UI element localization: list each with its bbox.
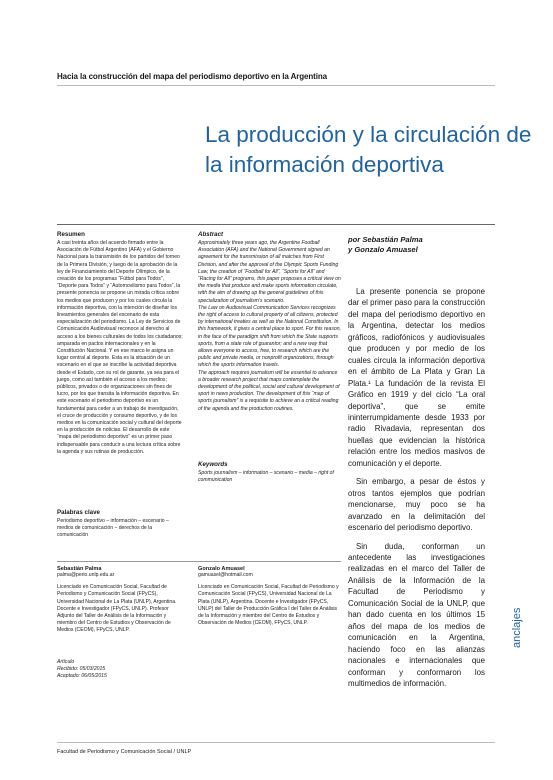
body-text [348,286,485,696]
article-label: Artículo [57,659,75,665]
author-1-email: palma@perio.unlp.edu.ar [57,572,115,578]
abstract-heading: Abstract [198,231,224,238]
header-divider [57,85,495,86]
body-paragraph: Sin embargo, a pesar de éstos y otros tantos ejemplos que podrían mencionarse, muy poco se ha avanzado en la delimitación del escenario del periodismo deportivo. [348,477,485,533]
author-2-email: gamuasel@hotmail.com [198,572,253,578]
resumen-text: A casi treinta años del acuerdo firmado entre la Asociación de Fútbol Argentino (AFA) y el Gobierno Nacional para la transmisión de los partidos del torneo de la Primera División, y luego de la aprobación de la ley de Financiamiento del Deporte Olímpico, de la creación de los programas “Fútbol para Todos”, “Deporte para Todos” y “Automovilismo para Todos”, la presente ponencia se propone un mirada crítica sobre los medios que producen y por los cuales circula la información deportiva, con la intención de diseñar los lineamientos generales del escenario de esta especialización del periodismo. La Ley de Servicios de Comunicación Audiovisual reconoce al derecho al acceso a los bienes culturales de todos los ciudadanos; amparada en pactos internacionales y en la Constitución Nacional. Y en ese marco le asigna un lugar central al deporte. Esta es la situación de un escenario en el que se inscribe la actividad deportiva desde el Estado, con su rol de garante, ya sea para el juego, como así también el acceso a los medios; públicos, privados o de organizaciones sin fines de lucro, por los que transita la información deportiva. En este escenario el periodismo deportivo es un fundamental para ceder a un trabajo de investigación, el cruce de producción y consumo deportivo, y de los medios en la comunicación social y cultural del deporte en la producción de noticias. El desarrollo de este “mapa del periodismo deportivo” es un primer paso indispensable para conducir a una lectura crítica sobre la agenda y sus rutinas de producción. [57,240,183,455]
section-divider [57,224,495,225]
abstract-block [198,231,341,413]
abstract-text: Approximately three years ago, the Argentine Football Association (AFA) and the National Government signed an agreement for the transmission of all matches from First Division, and after the approval of the Olympic Sports Funding Law, the creation of “Football for All”, “Sports for All” and “Racing for All” programs, this paper proposes a critical view on the media that produce and make sports information circulate, with the aim of drawing up the general guidelines of this specialization of journalism’s scenario. The Law on Audiovisual Communication Services recognizes the right of access to cultural property of all citizens, protected by international treaties as well as the National Constitution. In this framework, it gives a central place to sport. For this reason, in the face of the paradigm shift from which the State supports sports, from a state role of guarantor; and a new way that allows everyone to access, free, to research which are the public and private media, or nonprofit organizations, through which the sports information travels. The approach requires journalism will be essential to advance a broader research project that maps contemplate the development of the political, social and cultural development of sport in news production. The development of this “map of sports journalism” is a requisite to achieve an a critical reading of the agenda and the production routines. [198,240,341,412]
keywords-text: Sports journalism – information – scenario – media – right of communication [198,470,334,484]
author-1-bio: Licenciado en Comunicación Social, Facultad de Periodismo y Comunicación Social (FPyCS), Universidad Nacional de La Plata (UNLP), Argentina. Docente e Investigador (FPyCS, UNLP). Profesor Adjunto del Taller de Análisis de la Información y miembro del Centro de Estudios y Observación de Medios (CEOM), FPyCS, UNLP. [57,584,177,634]
accepted-date: Aceptado: 06/05/2015 [57,673,107,680]
palabras-clave-text: Periodismo deportivo – información – escenario – medios de comunicación – derechos de la comunicación [57,518,169,539]
author-2-block [198,566,341,627]
footer-divider [57,742,495,743]
author-2-bio: Licenciado en Comunicación Social, Facultad de Periodismo y Comunicación Social (FPyCS), Universidad Nacional de La Plata (UNLP), Argentina. Docente e Investigador (FPyCS, UNLP) del Taller de Producción Gráfica I del Taller de Análisis de la Información y miembro del Centro de Estudios y Observación de Medios (CEOM), FPyCS, UNLP. [198,584,339,627]
author-2-name: Gonzalo Amuasel [198,566,245,572]
author-1-block [57,566,183,635]
keywords-heading: Keywords [198,461,228,468]
keywords-block [198,461,341,484]
palabras-clave-heading: Palabras clave [57,509,101,516]
authors-divider [57,561,341,562]
byline-author-2: y Gonzalo Amuasel [348,245,418,254]
running-head: Hacia la construcción del mapa del periodismo deportivo en la Argentina [57,72,328,81]
byline-author-1: por Sebastián Palma [348,235,423,244]
received-date: Recibido: 05/03/2015 [57,666,106,673]
resumen-block [57,231,183,456]
page-footer: Facultad de Periodismo y Comunicación Social / UNLP [57,749,192,755]
palabras-clave-block [57,509,183,540]
section-label: anclajes [511,607,523,648]
resumen-heading: Resumen [57,231,85,238]
author-1-name: Sebastián Palma [57,566,102,572]
page-title: La producción y la circulación de la información deportiva [205,122,532,177]
body-paragraph: Sin duda, conforman un antecedente las investigaciones realizadas en el marco del Taller de Análisis de la Información de la Facultad de Periodismo y Comunicación Social de la UNLP, que han dado cuenta en los últimos 15 años del mapa de los medios de comunicación en la Argentina, haciendo foco en las alianzas nacionales e internacionales que conforman y conformaron los multimedios de información. [348,541,485,688]
article-dates [57,659,183,681]
byline [348,235,423,255]
body-paragraph: La presente ponencia se propone dar el primer paso para la construcción del mapa del periodismo deportivo en la Argentina, detectar los medios gráficos, radiofónicos y audiovisuales que producen y por medio de los cuales circula la información deportiva en el ámbito de La Plata y Gran La Plata.¹ La fundación de la revista El Gráfico en 1919 y del ciclo “La oral deportiva”, que se emite ininterrumpidamente desde 1933 por radio Rivadavia, representan dos huellas que evidencian la histórica relación entre los medios masivos de comunicación y el deporte. [348,287,485,468]
